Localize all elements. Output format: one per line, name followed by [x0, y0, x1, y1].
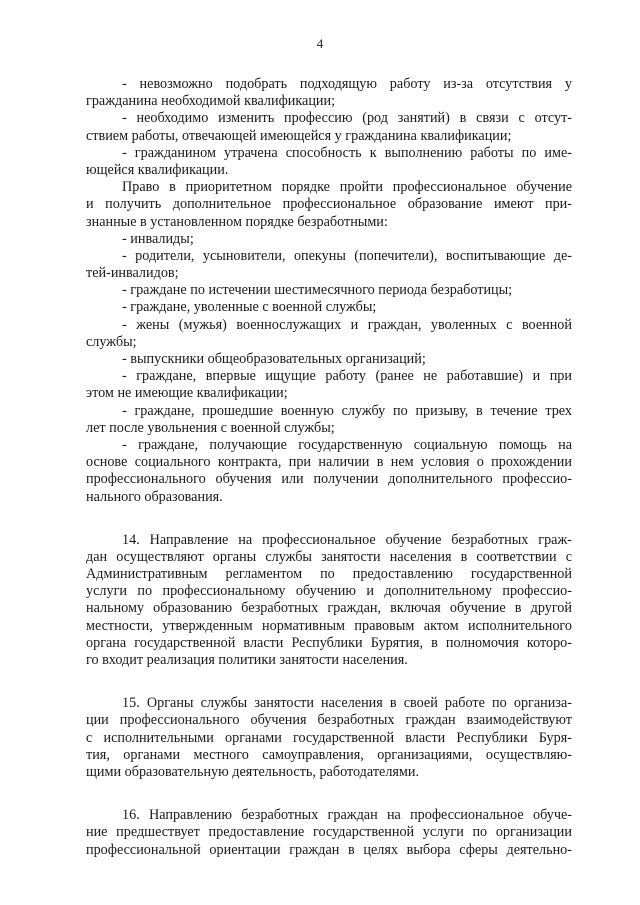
- text-line: 14. Направление на профессиональное обучение безработных граж-: [122, 531, 572, 548]
- text-line: органа государственной власти Республики Бурятия, в полномочия которо-: [86, 634, 572, 651]
- text-line: ющейся квалификации.: [86, 161, 229, 178]
- text-line: щими образовательную деятельность, работодателями.: [86, 763, 420, 780]
- text-line: - граждане по истечении шестимесячного периода безработицы;: [122, 282, 513, 299]
- text-line: тия, органами местного самоуправления, организациями, осуществляю-: [86, 746, 572, 763]
- text-line: услуги по профессиональному обучению и дополнительному профессио-: [86, 583, 572, 600]
- text-line: лет после увольнения с военной службы;: [86, 419, 335, 436]
- text-line: Административным регламентом по предоставлению государственной: [86, 566, 572, 583]
- text-line: и получить дополнительное профессиональное образование имеют при-: [86, 196, 572, 213]
- text-line: - граждане, впервые ищущие работу (ранее не работавшие) и при: [122, 368, 572, 385]
- paragraph-gap: [86, 669, 572, 695]
- text-line: - жены (мужья) военнослужащих и граждан, уволенных с военной: [122, 316, 572, 333]
- text-line: - инвалиды;: [122, 230, 194, 247]
- text-line: нальному образованию безработных граждан, включая обучение в другой: [86, 600, 572, 617]
- text-line: - граждане, получающие государственную социальную помощь на: [122, 436, 572, 453]
- text-line: этом не имеющие квалификации;: [86, 385, 288, 402]
- text-line: 16. Направлению безработных граждан на профессиональное обуче-: [122, 807, 572, 824]
- text-line: ции профессионального обучения безработных граждан взаимодействуют: [86, 712, 572, 729]
- text-line: профессионального обучения или получении дополнительного профессио-: [86, 471, 572, 488]
- paragraph-gap: [86, 781, 572, 807]
- text-line: гражданина необходимой квалификации;: [86, 93, 336, 110]
- page-number: 4: [316, 36, 324, 51]
- text-line: го входит реализация политики занятости населения.: [86, 652, 408, 668]
- text-line: с исполнительными органами государственной власти Республики Буря-: [86, 729, 572, 746]
- text-line: 15. Органы службы занятости населения в своей работе по организа-: [122, 695, 572, 712]
- text-line: - выпускники общеобразовательных организаций;: [122, 351, 426, 367]
- text-line: тей-инвалидов;: [86, 265, 179, 282]
- text-line: - необходимо изменить профессию (род занятий) в связи с отсут-: [122, 110, 572, 127]
- paragraph-gap: [86, 506, 572, 532]
- text-line: - граждане, уволенные с военной службы;: [122, 299, 377, 316]
- text-line: местности, утвержденным нормативным правовым актом исполнительного: [86, 617, 572, 634]
- text-line: службы;: [86, 333, 137, 350]
- text-line: дан осуществляют органы службы занятости населения в соответствии с: [86, 548, 572, 565]
- text-line: профессиональной ориентации граждан в целях выбора сферы деятельно-: [86, 841, 572, 858]
- text-line: ние предшествует предоставление государственной услуги по организации: [86, 824, 572, 841]
- text-line: - гражданином утрачена способность к выполнению работы по име-: [122, 144, 572, 161]
- text-line: ствием работы, отвечающей имеющейся у гражданина квалификации;: [86, 127, 512, 144]
- text-line: - граждане, прошедшие военную службу по призыву, в течение трех: [122, 402, 572, 419]
- text-line: знанные в установленном порядке безработными:: [86, 213, 388, 230]
- text-line: - родители, усыновители, опекуны (попечители), воспитывающие де-: [122, 247, 572, 264]
- text-line: Право в приоритетном порядке пройти профессиональное обучение: [122, 179, 572, 196]
- document-body: [86, 76, 572, 859]
- text-line: нального образования.: [86, 488, 223, 505]
- text-line: - невозможно подобрать подходящую работу из-за отсутствия у: [122, 76, 572, 92]
- text-line: основе социального контракта, при наличии в нем условия о прохождении: [86, 454, 572, 471]
